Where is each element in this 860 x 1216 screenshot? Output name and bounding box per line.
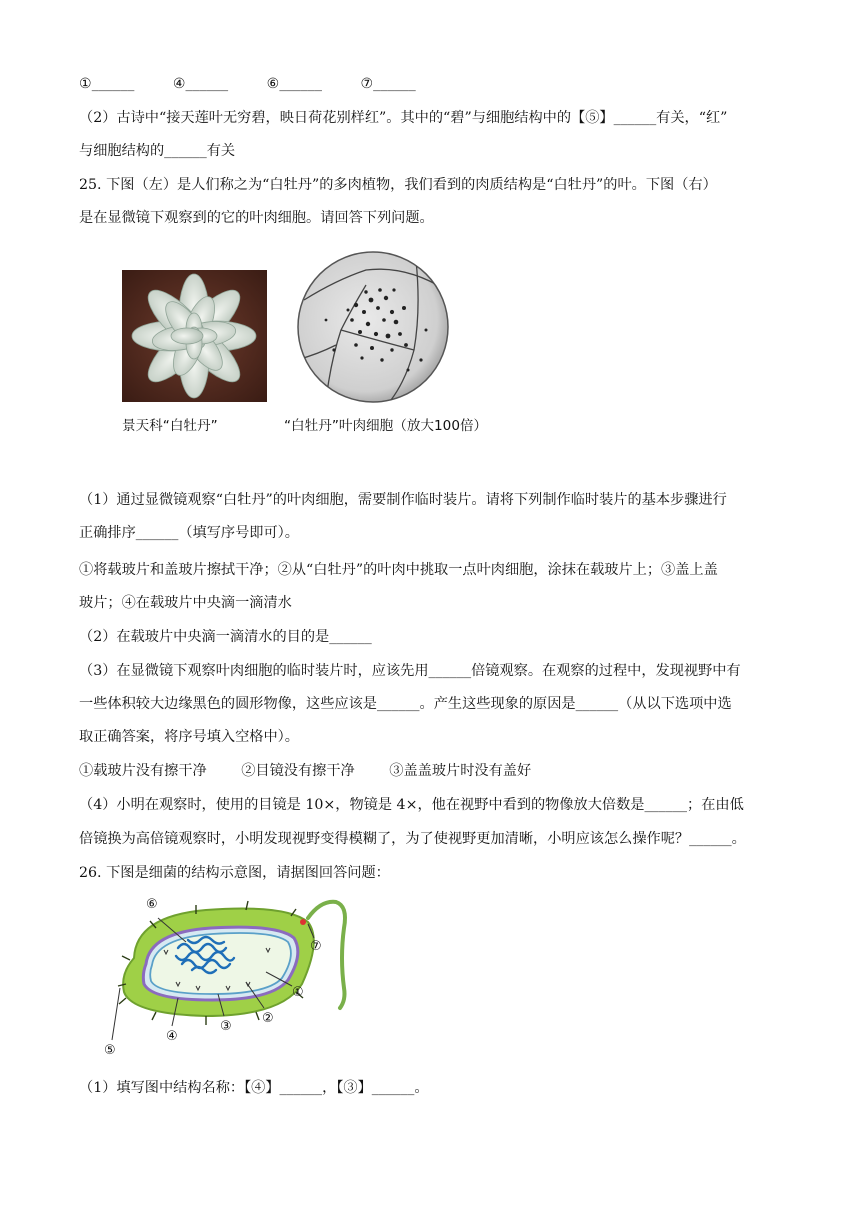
leaf-cell-micrograph [296,250,450,404]
label-4: ④ [166,1029,178,1044]
blank-1[interactable]: ①______ [79,76,135,92]
figure-right-caption: “白牡丹”叶肉细胞（放大100倍） [284,418,488,434]
label-3: ③ [220,1019,232,1034]
q25-intro-line1: 25. 下图（左）是人们称之为“白牡丹”的多肉植物，我们看到的肉质结构是“白牡丹”的叶。下图（右） [79,177,717,193]
q25-steps-line2: 玻片；④在载玻片中央滴一滴清水 [79,595,292,611]
blank-7[interactable]: ⑦______ [360,76,416,92]
q25-p3-line2: 一些体积较大边缘黑色的圆形物像，这些应该是______。产生这些现象的原因是______（从以下选项中选 [79,696,732,712]
option-2: ②目镜没有擦干净 [241,763,355,779]
q24-part2-line1: （2）古诗中“接天莲叶无穷碧，映日荷花别样红”。其中的“碧”与细胞结构中的【⑤】______有关，“红” [79,110,728,126]
option-3: ③盖盖玻片时没有盖好 [389,763,532,779]
succulent-photo [122,270,267,402]
q25-options [79,761,531,781]
label-6: ⑥ [146,897,158,912]
q25-p4-line1: （4）小明在观察时，使用的目镜是 10×，物镜是 4×，他在视野中看到的物像放大倍数是______；在由低 [79,797,744,813]
figure-left-caption: 景天科“白牡丹” [122,418,218,434]
q25-p4-line2: 倍镜换为高倍镜观察时，小明发现视野变得模糊了，为了使视野更加清晰，小明应该怎么操作呢？______。 [79,831,746,847]
q25-steps-line1: ①将载玻片和盖玻片擦拭干净；②从“白牡丹”的叶肉中挑取一点叶肉细胞，涂抹在载玻片上；③盖上盖 [79,562,718,578]
label-5: ⑤ [104,1043,116,1058]
blank-4[interactable]: ④______ [172,76,229,92]
q25-p2: （2）在载玻片中央滴一滴清水的目的是______ [79,629,372,645]
cell-membrane [150,933,291,994]
q25-intro-line2: 是在显微镜下观察到的它的叶肉细胞。请回答下列问题。 [79,210,434,226]
q25-p3-line1: （3）在显微镜下观察叶肉细胞的临时装片时，应该先用______倍镜观察。在观察的过程中，发现视野中有 [79,663,741,679]
bacteria-diagram [96,888,358,1058]
option-1: ①载玻片没有擦干净 [79,763,207,779]
answer-blanks-row [79,74,450,94]
q25-p1-line1: （1）通过显微镜观察“白牡丹”的叶肉细胞，需要制作临时装片。请将下列制作临时装片的基本步骤进行 [79,492,727,508]
q25-p1-line2: 正确排序______（填写序号即可）。 [79,525,299,541]
label-2: ② [262,1011,274,1026]
q24-part2-line2: 与细胞结构的______有关 [79,143,236,159]
flagellum [308,902,345,1008]
q26-p1: （1）填写图中结构名称：【④】______，【③】______。 [79,1080,429,1096]
label-7: ⑦ [310,939,322,954]
label-1: ① [292,985,304,1000]
blank-6[interactable]: ⑥______ [266,76,322,92]
q26-intro: 26. 下图是细菌的结构示意图，请据图回答问题： [79,865,390,881]
q25-p3-line3: 取正确答案，将序号填入空格中）。 [79,729,299,745]
